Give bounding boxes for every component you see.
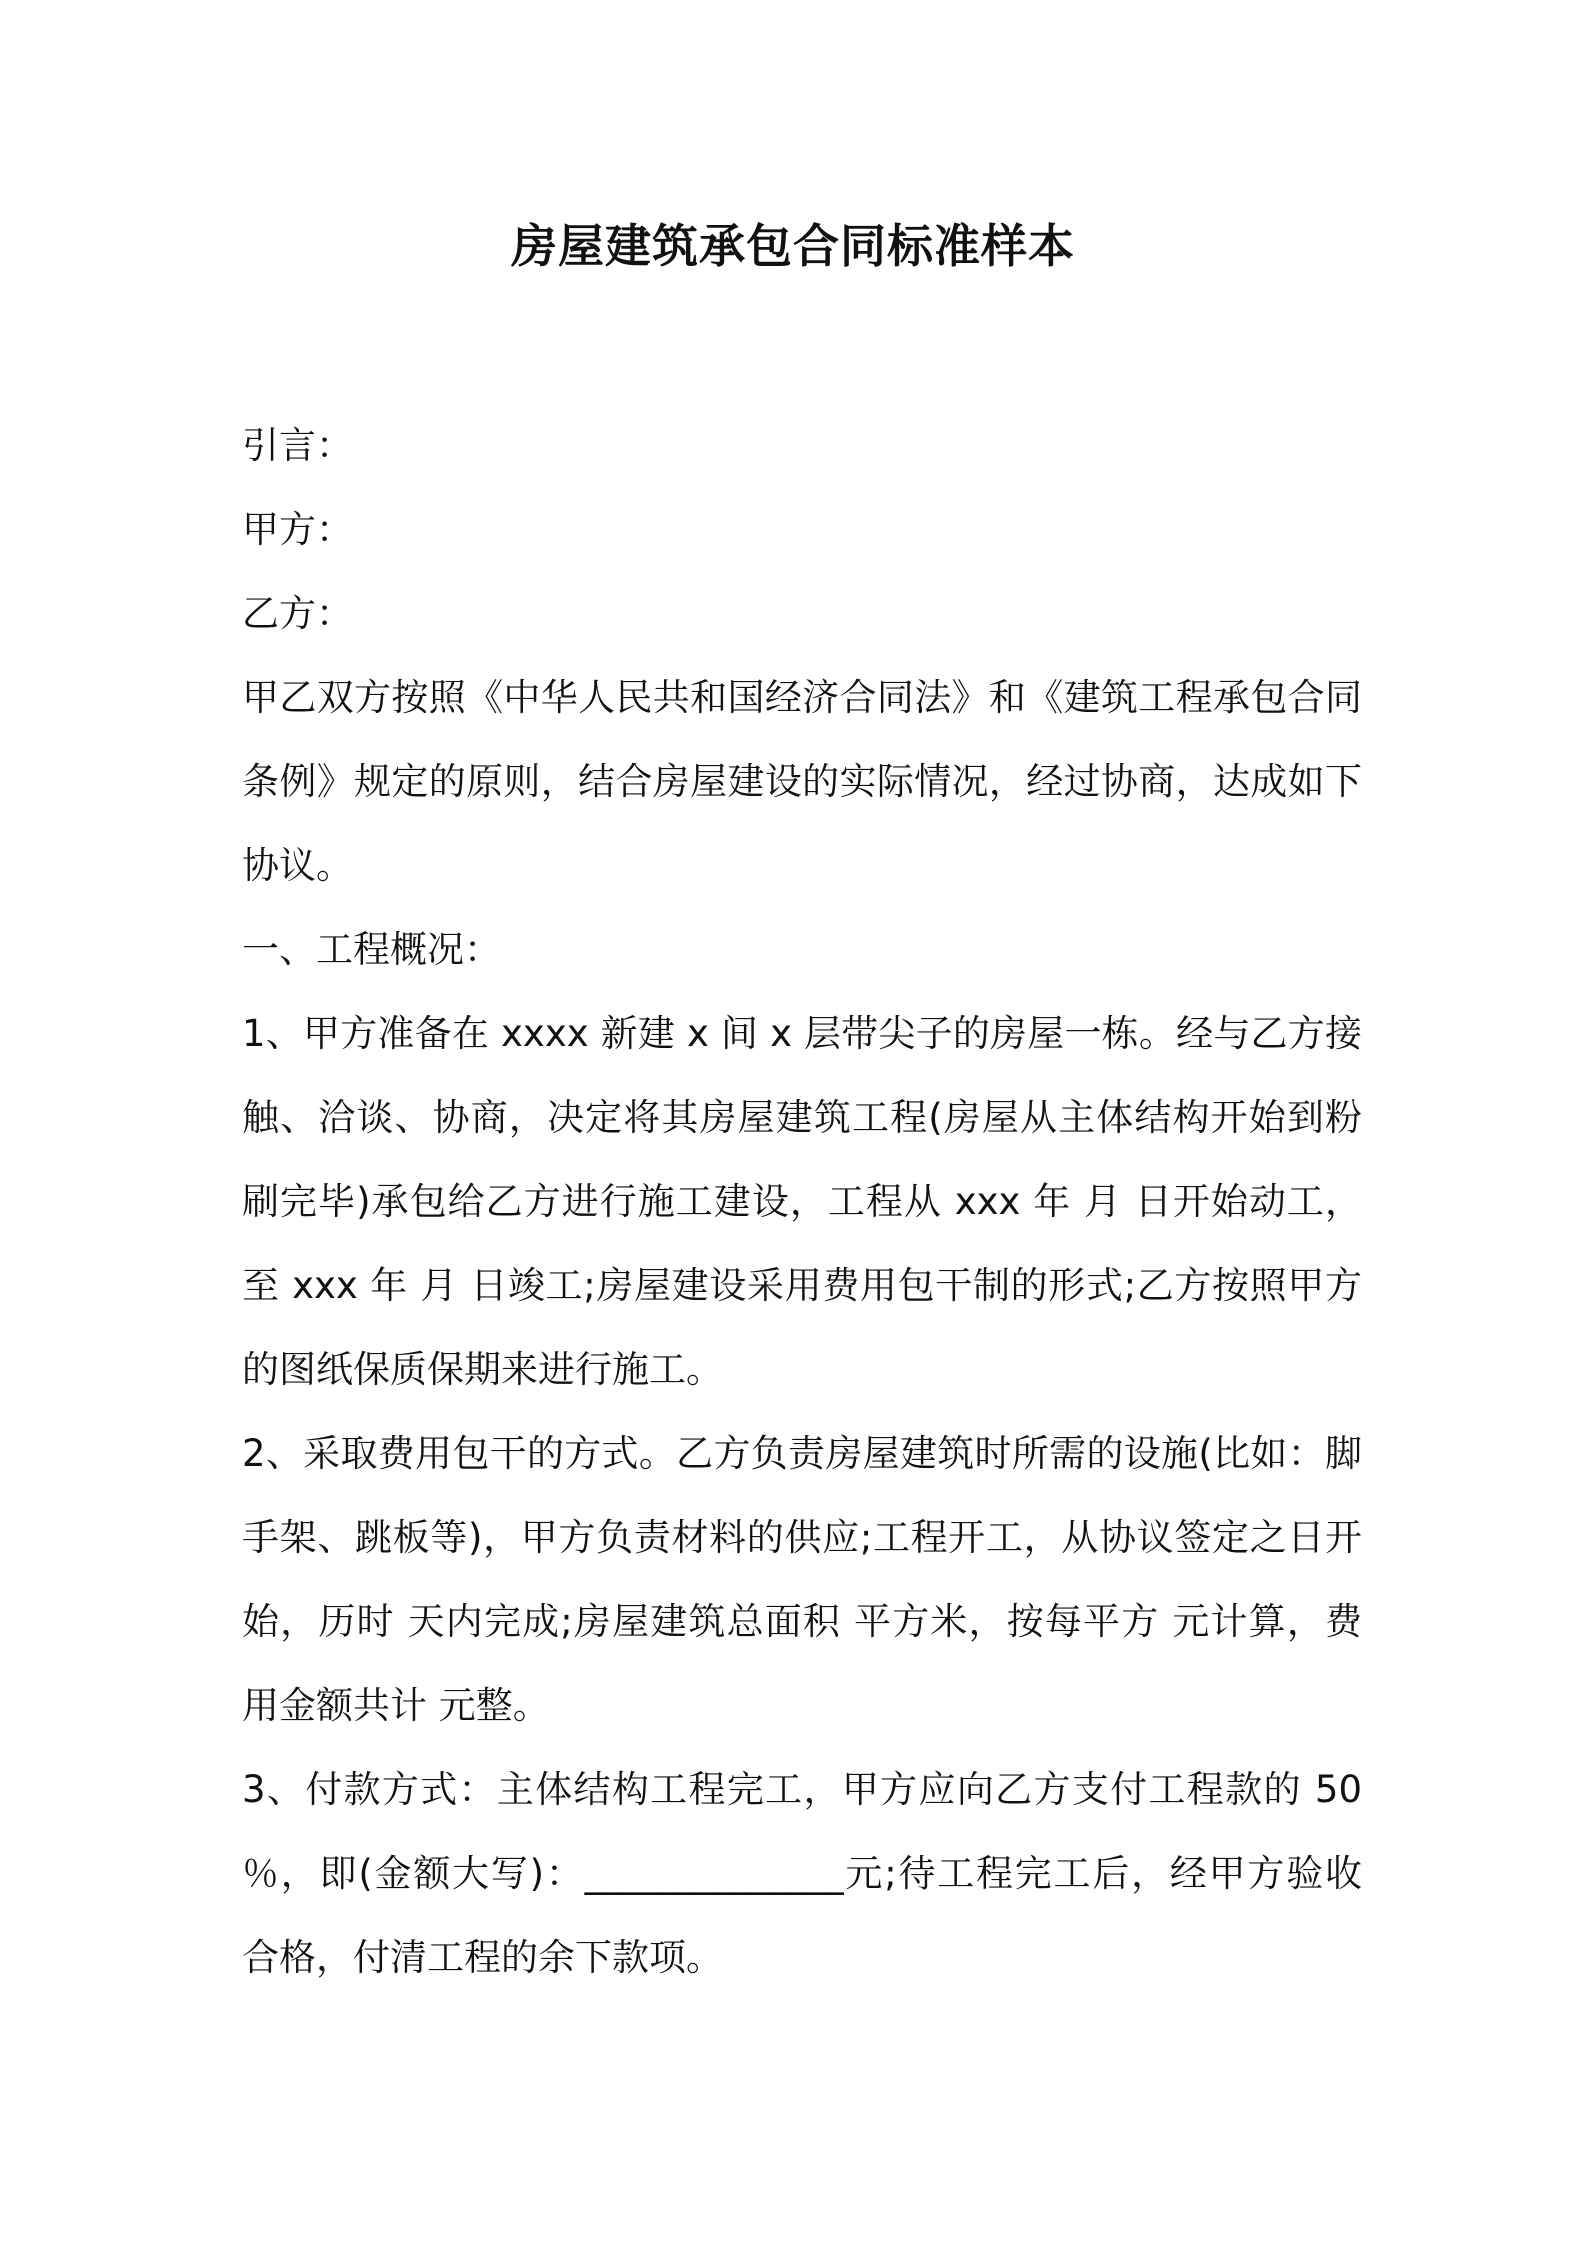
party-b-label: 乙方： xyxy=(242,592,353,635)
clause-2-line: 2、采取费用包干的方式。乙方负责房屋建筑时所需的设施(比如：脚 xyxy=(242,1432,1362,1475)
document-title: 房屋建筑承包合同标准样本 xyxy=(511,219,1075,273)
preamble-line: 协议。 xyxy=(242,844,353,887)
clause-2-paragraph xyxy=(242,1412,1362,1748)
section-1-heading: 一、工程概况： xyxy=(242,928,501,971)
party-a-label: 甲方： xyxy=(242,508,353,551)
clause-2-line: 始，历时 天内完成;房屋建筑总面积 平方米，按每平方 元计算，费 xyxy=(242,1600,1362,1643)
clause-1-line: 刷完毕)承包给乙方进行施工建设，工程从 xxx 年 月 日开始动工， xyxy=(242,1180,1362,1223)
clause-2-line: 用金额共计 元整。 xyxy=(242,1684,550,1727)
clause-1-line: 1、甲方准备在 xxxx 新建 x 间 x 层带尖子的房屋一栋。经与乙方接 xyxy=(242,1012,1362,1055)
clause-3-line: ％，即(金额大写)：______________元;待工程完工后，经甲方验收 xyxy=(242,1852,1362,1895)
document-body xyxy=(242,404,1362,2000)
clause-3-line: 3、付款方式：主体结构工程完工，甲方应向乙方支付工程款的 50 xyxy=(242,1768,1362,1811)
clause-1-line: 触、洽谈、协商，决定将其房屋建筑工程(房屋从主体结构开始到粉 xyxy=(242,1096,1362,1139)
intro-label: 引言： xyxy=(242,424,353,467)
clause-1-line: 的图纸保质保期来进行施工。 xyxy=(242,1348,723,1391)
clause-3-paragraph xyxy=(242,1748,1362,2000)
preamble-line: 条例》规定的原则，结合房屋建设的实际情况，经过协商，达成如下 xyxy=(242,760,1362,803)
clause-1-line: 至 xxx 年 月 日竣工;房屋建设采用费用包干制的形式;乙方按照甲方 xyxy=(242,1264,1362,1307)
clause-2-line: 手架、跳板等)，甲方负责材料的供应;工程开工，从协议签定之日开 xyxy=(242,1516,1362,1559)
preamble-paragraph xyxy=(242,656,1362,908)
clause-1-paragraph xyxy=(242,992,1362,1412)
preamble-line: 甲乙双方按照《中华人民共和国经济合同法》和《建筑工程承包合同 xyxy=(242,676,1362,719)
clause-3-line: 合格，付清工程的余下款项。 xyxy=(242,1936,723,1979)
